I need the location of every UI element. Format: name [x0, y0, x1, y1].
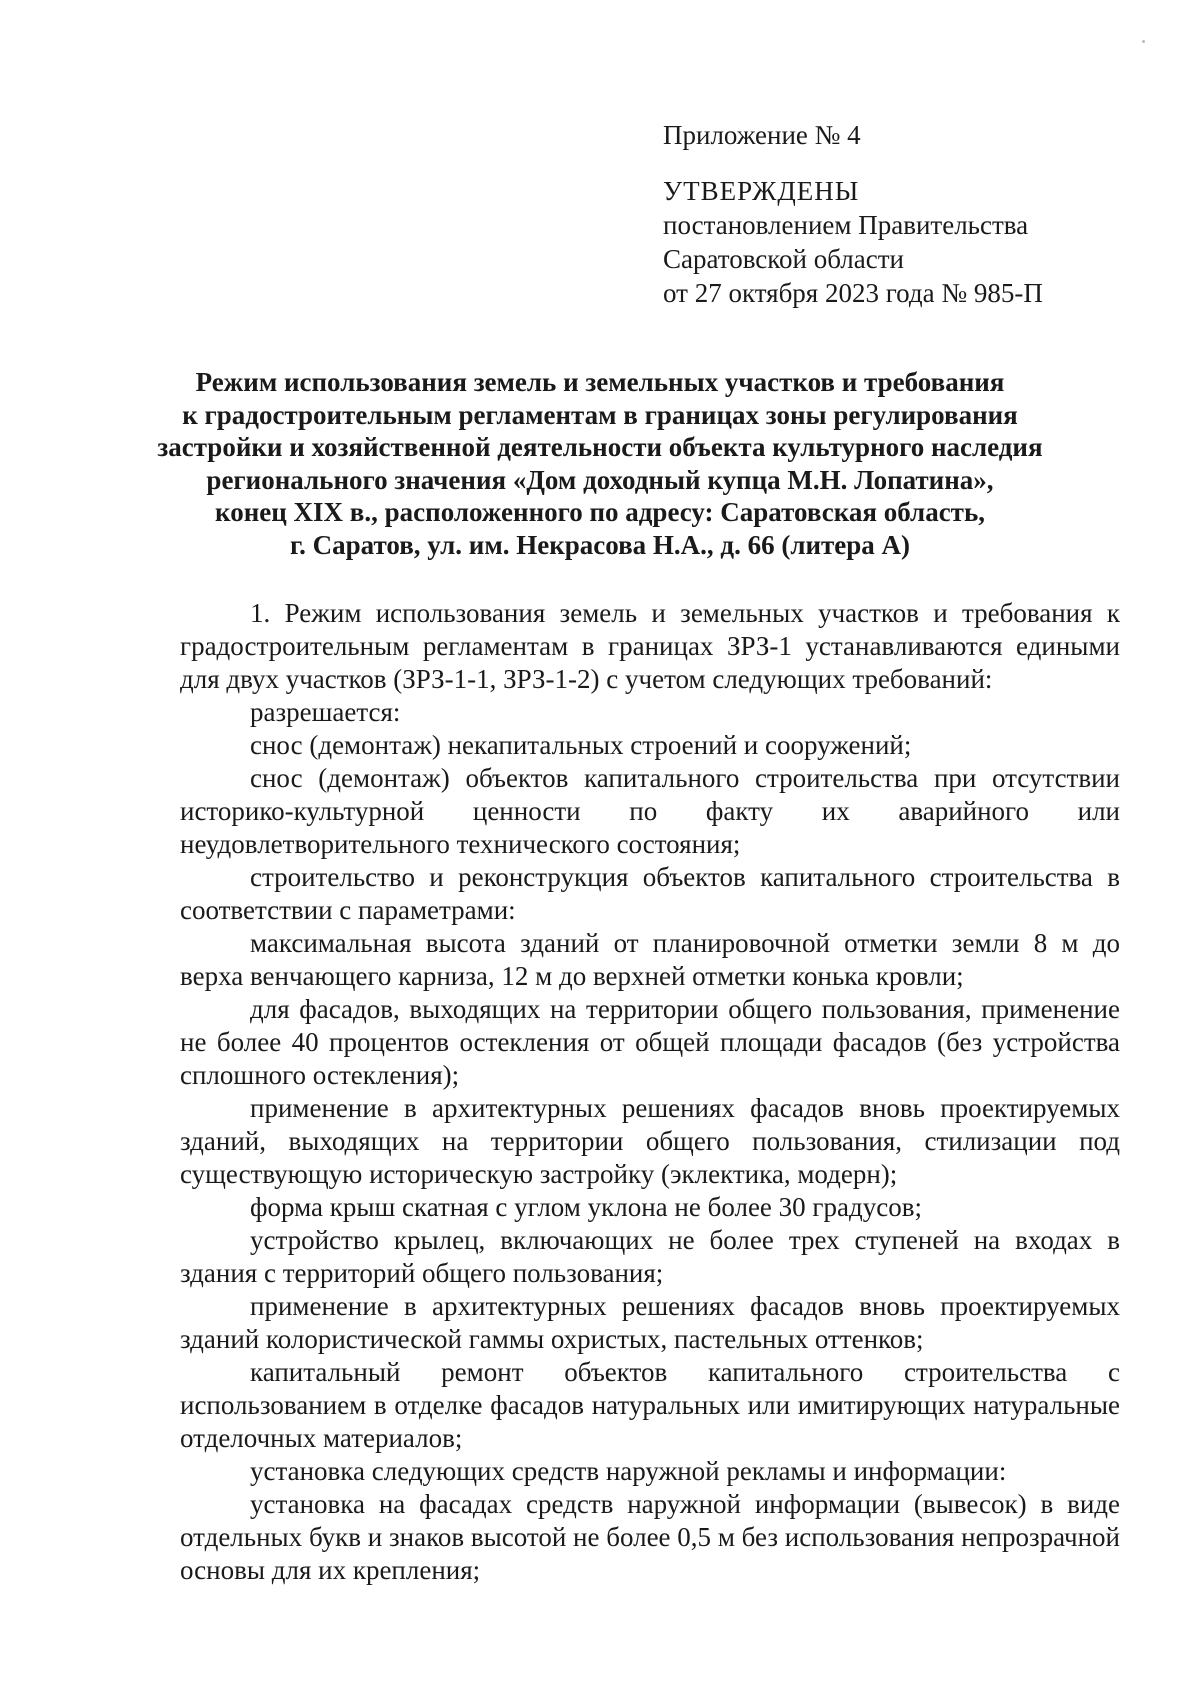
title-line: конец XIX в., расположенного по адресу: Саратовская область, — [215, 497, 985, 527]
approved-heading: УТВЕРЖДЕНЫ — [663, 176, 860, 206]
body-paragraph: установка следующих средств наружной рекламы и информации: — [250, 1456, 1007, 1486]
scan-speck — [1142, 40, 1145, 43]
approved-by-line: постановлением Правительства — [663, 210, 1029, 240]
body-paragraph: 1. Режим использования земель и земельных участков и требования к градостроительным регламентам в границах ЗРЗ-1 устанавливаются едиными для двух участков (ЗРЗ-1-1, ЗРЗ-1-2) с учетом следующих требований: — [180, 598, 1120, 694]
title-line: застройки и хозяйственной деятельности объекта культурного наследия — [157, 432, 1043, 462]
body-paragraph: применение в архитектурных решениях фасадов вновь проектируемых зданий, выходящих на территории общего пользования, стилизации под существующую историческую застройку (эклектика, модерн); — [180, 1093, 1120, 1189]
approved-by-line: от 27 октября 2023 года № 985-П — [663, 278, 1043, 308]
approval-block — [663, 118, 1163, 310]
document-title — [150, 366, 1050, 561]
title-line: регионального значения «Дом доходный купца М.Н. Лопатина», — [206, 464, 994, 495]
body-paragraph: снос (демонтаж) объектов капитального строительства при отсутствии историко-культурной ценности по факту их аварийного или неудовлетворительного технического состояния; — [180, 763, 1120, 859]
body-paragraph: применение в архитектурных решениях фасадов вновь проектируемых зданий колористической гаммы охристых, пастельных оттенков; — [180, 1291, 1120, 1354]
body-paragraph: форма крыш скатная с углом уклона не более 30 градусов; — [250, 1192, 922, 1222]
body-paragraph: разрешается: — [250, 697, 401, 727]
title-line: к градостроительным регламентам в границах зоны регулирования — [182, 399, 1018, 430]
body-paragraph: максимальная высота зданий от планировочной отметки земли 8 м до верха венчающего карниза, 12 м до верхней отметки конька кровли; — [180, 928, 1120, 991]
body-paragraph: для фасадов, выходящих на территории общего пользования, применение не более 40 процентов остекления от общей площади фасадов (без устройства сплошного остекления); — [180, 994, 1120, 1090]
body-paragraph: установка на фасадах средств наружной информации (вывесок) в виде отдельных букв и знаков высотой не более 0,5 м без использования непрозрачной основы для их крепления; — [180, 1489, 1120, 1585]
document-body — [180, 597, 1120, 1587]
approved-by-line: Саратовской области — [663, 244, 904, 274]
body-paragraph: снос (демонтаж) некапитальных строений и сооружений; — [250, 730, 912, 760]
title-line: Режим использования земель и земельных участков и требования — [195, 367, 1005, 397]
body-paragraph: строительство и реконструкция объектов капитального строительства в соответствии с параметрами: — [180, 862, 1120, 925]
body-paragraph: устройство крылец, включающих не более трех ступеней на входах в здания с территорий общего пользования; — [180, 1225, 1120, 1288]
title-line: г. Саратов, ул. им. Некрасова Н.А., д. 66 (литера А) — [289, 529, 911, 560]
appendix-number: Приложение № 4 — [663, 120, 861, 150]
body-paragraph: капитальный ремонт объектов капитального строительства с использованием в отделке фасадов натуральных или имитирующих натуральные отделочных материалов; — [180, 1357, 1120, 1453]
